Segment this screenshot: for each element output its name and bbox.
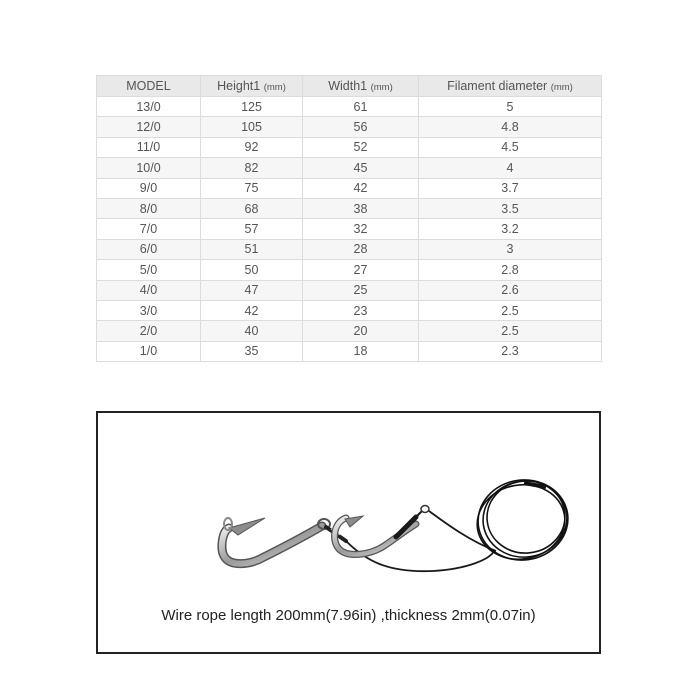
cell-diameter: 2.6 — [419, 280, 602, 300]
wire-rope-diagram — [96, 411, 601, 654]
cell-model: 10/0 — [97, 158, 201, 178]
cell-height: 105 — [201, 117, 303, 137]
header-label: MODEL — [126, 79, 171, 93]
header-label: Width1 — [328, 79, 368, 93]
cell-diameter: 2.3 — [419, 341, 602, 361]
cell-model: 2/0 — [97, 321, 201, 341]
cell-height: 42 — [201, 300, 303, 320]
cell-height: 68 — [201, 198, 303, 218]
table-row — [97, 300, 602, 320]
cell-width: 42 — [303, 178, 419, 198]
table-header-row — [97, 76, 602, 97]
header-label: Height1 — [217, 79, 261, 93]
cell-diameter: 4.5 — [419, 137, 602, 157]
cell-width: 27 — [303, 260, 419, 280]
cell-height: 57 — [201, 219, 303, 239]
cell-height: 40 — [201, 321, 303, 341]
cell-model: 13/0 — [97, 97, 201, 117]
header-unit: (mm) — [370, 82, 393, 93]
cell-model: 1/0 — [97, 341, 201, 361]
cell-width: 52 — [303, 137, 419, 157]
small-hook-icon — [335, 516, 416, 554]
table-row — [97, 178, 602, 198]
size-spec-table — [96, 75, 602, 362]
header-unit: (mm) — [550, 82, 573, 93]
cell-width: 23 — [303, 300, 419, 320]
table-row — [97, 158, 602, 178]
cell-model: 8/0 — [97, 198, 201, 218]
cell-width: 20 — [303, 321, 419, 341]
cell-width: 45 — [303, 158, 419, 178]
cell-model: 6/0 — [97, 239, 201, 259]
cell-model: 7/0 — [97, 219, 201, 239]
cell-width: 18 — [303, 341, 419, 361]
header-model — [97, 76, 201, 97]
cell-model: 11/0 — [97, 137, 201, 157]
cell-height: 47 — [201, 280, 303, 300]
table-row — [97, 198, 602, 218]
header-unit: (mm) — [263, 82, 286, 93]
cell-diameter: 4 — [419, 158, 602, 178]
cell-diameter: 2.5 — [419, 300, 602, 320]
cell-height: 51 — [201, 239, 303, 259]
header-filament-diameter — [419, 76, 602, 97]
table-row — [97, 260, 602, 280]
table-body — [97, 97, 602, 362]
cell-diameter: 3 — [419, 239, 602, 259]
table-row — [97, 239, 602, 259]
cell-height: 125 — [201, 97, 303, 117]
cell-height: 50 — [201, 260, 303, 280]
header-width — [303, 76, 419, 97]
cell-width: 38 — [303, 198, 419, 218]
cell-model: 4/0 — [97, 280, 201, 300]
crimp-sleeve-icon — [396, 506, 429, 538]
table-row — [97, 137, 602, 157]
cell-model: 12/0 — [97, 117, 201, 137]
cell-height: 35 — [201, 341, 303, 361]
header-label: Filament diameter — [447, 79, 548, 93]
table-row — [97, 97, 602, 117]
table-row — [97, 321, 602, 341]
cell-height: 92 — [201, 137, 303, 157]
header-height — [201, 76, 303, 97]
table-row — [97, 341, 602, 361]
cell-width: 61 — [303, 97, 419, 117]
cell-diameter: 5 — [419, 97, 602, 117]
cell-diameter: 3.5 — [419, 198, 602, 218]
table-row — [97, 219, 602, 239]
cell-diameter: 2.5 — [419, 321, 602, 341]
cell-width: 56 — [303, 117, 419, 137]
wire-rope-caption: Wire rope length 200mm(7.96in) ,thickness 2mm(0.07in) — [161, 607, 536, 624]
wire-rope-coil-icon — [471, 474, 573, 566]
cell-height: 75 — [201, 178, 303, 198]
cell-height: 82 — [201, 158, 303, 178]
table-row — [97, 280, 602, 300]
cell-diameter: 3.2 — [419, 219, 602, 239]
table-row — [97, 117, 602, 137]
cell-width: 32 — [303, 219, 419, 239]
cell-diameter: 3.7 — [419, 178, 602, 198]
cell-diameter: 4.8 — [419, 117, 602, 137]
cell-model: 9/0 — [97, 178, 201, 198]
cell-width: 28 — [303, 239, 419, 259]
cell-width: 25 — [303, 280, 419, 300]
cell-diameter: 2.8 — [419, 260, 602, 280]
large-hook-icon — [222, 518, 330, 564]
cell-model: 5/0 — [97, 260, 201, 280]
cell-model: 3/0 — [97, 300, 201, 320]
